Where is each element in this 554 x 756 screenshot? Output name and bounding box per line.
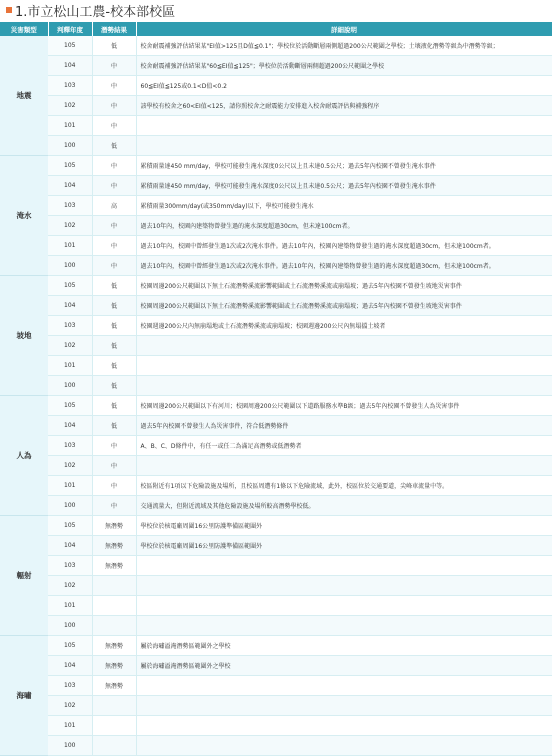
table-row	[0, 256, 552, 276]
year-cell: 101	[48, 116, 92, 136]
hazard-category: 輻射	[0, 516, 48, 636]
potential-cell: 中	[92, 56, 136, 76]
year-cell: 102	[48, 216, 92, 236]
header-potential: 潛勢結果	[92, 22, 136, 36]
year-cell: 100	[48, 256, 92, 276]
year-cell: 103	[48, 316, 92, 336]
year-cell: 103	[48, 676, 92, 696]
description-cell: 學校位於核電廠周圍16公里防護準備區範圍外	[136, 536, 552, 556]
table-row	[0, 576, 552, 596]
potential-cell: 低	[92, 276, 136, 296]
year-cell: 101	[48, 476, 92, 496]
potential-cell: 中	[92, 216, 136, 236]
year-cell: 102	[48, 576, 92, 596]
table-header-row	[0, 22, 552, 36]
hazard-category: 地震	[0, 36, 48, 156]
hazard-table	[0, 22, 553, 756]
year-cell: 100	[48, 376, 92, 396]
year-cell: 101	[48, 236, 92, 256]
potential-cell: 中	[92, 236, 136, 256]
table-row	[0, 536, 552, 556]
year-cell: 104	[48, 656, 92, 676]
description-cell: 校區附近有1項以下危險設施及場所，且校區周遭有1條以下危險流域，此外，校區位於交通要道，尖峰車流量中等。	[136, 476, 552, 496]
year-cell: 102	[48, 336, 92, 356]
potential-cell: 低	[92, 356, 136, 376]
potential-cell: 低	[92, 396, 136, 416]
description-cell	[136, 736, 552, 756]
table-row	[0, 116, 552, 136]
table-row	[0, 36, 552, 56]
bullet-icon	[6, 7, 12, 13]
description-cell: 過去10年內，校園內建築物曾發生過的淹水深度超過30cm，但未達100cm者。	[136, 216, 552, 236]
hazard-category: 淹水	[0, 156, 48, 276]
table-row	[0, 696, 552, 716]
potential-cell: 低	[92, 376, 136, 396]
potential-cell: 低	[92, 316, 136, 336]
year-cell: 105	[48, 276, 92, 296]
table-row	[0, 316, 552, 336]
description-cell: 60≦EI值≦125或0.1<D值<0.2	[136, 76, 552, 96]
description-cell: 學校位於核電廠周圍16公里防護準備區範圍外	[136, 516, 552, 536]
year-cell: 104	[48, 56, 92, 76]
potential-cell: 無潛勢	[92, 636, 136, 656]
description-cell	[136, 696, 552, 716]
table-body	[0, 36, 552, 756]
table-row	[0, 376, 552, 396]
table-row	[0, 516, 552, 536]
description-cell: A、B、C、D條件中，有任一或任二為滿足高潛勢或低潛勢者	[136, 436, 552, 456]
hazard-category: 坡地	[0, 276, 48, 396]
potential-cell: 中	[92, 76, 136, 96]
table-row	[0, 616, 552, 636]
description-cell	[136, 556, 552, 576]
year-cell: 104	[48, 536, 92, 556]
table-row	[0, 456, 552, 476]
year-cell: 103	[48, 196, 92, 216]
year-cell: 105	[48, 156, 92, 176]
potential-cell	[92, 696, 136, 716]
year-cell: 101	[48, 356, 92, 376]
table-row	[0, 416, 552, 436]
potential-cell: 中	[92, 156, 136, 176]
description-cell: 累積雨量達450 mm/day，學校可能發生淹水深度0公尺以上且未達0.5公尺；過去5年內校園不曾發生淹水事件	[136, 176, 552, 196]
description-cell: 屬於海嘯溢淹潛勢區範圍外之學校	[136, 656, 552, 676]
table-row	[0, 656, 552, 676]
hazard-category: 海嘯	[0, 636, 48, 756]
description-cell	[136, 616, 552, 636]
year-cell: 105	[48, 396, 92, 416]
description-cell: 校園周邊200公尺範圍以下無土石流潛勢溪流影響範圍或土石流潛勢溪流或崩塌坡；過去5年內校園不曾發生坡地災害事件	[136, 276, 552, 296]
potential-cell: 無潛勢	[92, 536, 136, 556]
description-cell: 屬於海嘯溢淹潛勢區範圍外之學校	[136, 636, 552, 656]
potential-cell: 中	[92, 456, 136, 476]
year-cell: 100	[48, 736, 92, 756]
description-cell	[136, 136, 552, 156]
year-cell: 103	[48, 76, 92, 96]
potential-cell: 無潛勢	[92, 556, 136, 576]
potential-cell: 無潛勢	[92, 516, 136, 536]
description-cell: 累積雨量達450 mm/day，學校可能發生淹水深度0公尺以上且未達0.5公尺；過去5年內校園不曾發生淹水事件	[136, 156, 552, 176]
hazard-table-wrap	[0, 22, 552, 756]
year-cell: 103	[48, 436, 92, 456]
header-year: 判釋年度	[48, 22, 92, 36]
year-cell: 102	[48, 696, 92, 716]
potential-cell: 低	[92, 36, 136, 56]
description-cell	[136, 676, 552, 696]
table-row	[0, 216, 552, 236]
table-row	[0, 396, 552, 416]
description-cell: 校園周邊200公尺範圍以下無土石流潛勢溪流影響範圍或土石流潛勢溪流或崩塌坡；過去5年內校園不曾發生坡地災害事件	[136, 296, 552, 316]
year-cell: 100	[48, 136, 92, 156]
description-cell: 校園周邊200公尺範圍以下有河川；校園周邊200公尺範圍以下道路服務水準B級；過去5年內校園不曾發生人為災害事件	[136, 396, 552, 416]
potential-cell: 中	[92, 176, 136, 196]
description-cell	[136, 576, 552, 596]
table-row	[0, 56, 552, 76]
year-cell: 102	[48, 456, 92, 476]
description-cell: 校園週邊200公尺內無崩塌地或土石流潛勢溪流或崩塌坡；校園週邊200公尺內無塌擋土坡者	[136, 316, 552, 336]
potential-cell: 高	[92, 196, 136, 216]
year-cell: 104	[48, 296, 92, 316]
page-title: 1.市立松山工農-校本部校區	[15, 4, 176, 20]
table-row	[0, 236, 552, 256]
potential-cell: 低	[92, 416, 136, 436]
table-row	[0, 556, 552, 576]
description-cell	[136, 336, 552, 356]
potential-cell: 中	[92, 116, 136, 136]
table-row	[0, 436, 552, 456]
year-cell: 103	[48, 556, 92, 576]
page-header	[0, 0, 554, 20]
table-row	[0, 356, 552, 376]
potential-cell: 中	[92, 436, 136, 456]
potential-cell: 低	[92, 136, 136, 156]
description-cell: 校舍耐震補強評估結果某"60≦EI值≦125"；學校位於活動斷層兩側超過200公尺範圍之學校	[136, 56, 552, 76]
description-cell	[136, 356, 552, 376]
header-hazard-type: 災害類型	[0, 22, 48, 36]
description-cell: 過去10年內，校園中曾經發生過1次或2次淹水事件。過去10年內，校園內建築物曾發生過的淹水深度超過30cm，但未達100cm者。	[136, 236, 552, 256]
year-cell: 105	[48, 36, 92, 56]
potential-cell: 中	[92, 96, 136, 116]
potential-cell	[92, 596, 136, 616]
description-cell: 累積雨量300mm/day(或350mm/day)以下，學校可能發生淹水	[136, 196, 552, 216]
potential-cell: 低	[92, 336, 136, 356]
table-row	[0, 676, 552, 696]
table-row	[0, 296, 552, 316]
potential-cell: 無潛勢	[92, 676, 136, 696]
potential-cell: 中	[92, 476, 136, 496]
description-cell: 交通流量大，但附近流域及其他危險設施及場所較高潛勢學校低。	[136, 496, 552, 516]
year-cell: 101	[48, 716, 92, 736]
year-cell: 101	[48, 596, 92, 616]
year-cell: 102	[48, 96, 92, 116]
year-cell: 104	[48, 416, 92, 436]
table-row	[0, 336, 552, 356]
description-cell: 該學校有校舍之60<EI值<125，請你照校舍之耐震能力安排進入校舍耐震評估與補強程序	[136, 96, 552, 116]
potential-cell: 低	[92, 296, 136, 316]
year-cell: 105	[48, 636, 92, 656]
year-cell: 105	[48, 516, 92, 536]
table-row	[0, 736, 552, 756]
table-row	[0, 176, 552, 196]
description-cell: 過去10年內，校園中曾經發生過1次或2次淹水事件。過去10年內，校園內建築物曾發生過的淹水深度超過30cm，但未達100cm者。	[136, 256, 552, 276]
potential-cell: 無潛勢	[92, 656, 136, 676]
description-cell	[136, 116, 552, 136]
year-cell: 100	[48, 616, 92, 636]
table-row	[0, 76, 552, 96]
table-row	[0, 476, 552, 496]
potential-cell: 中	[92, 256, 136, 276]
year-cell: 100	[48, 496, 92, 516]
description-cell: 校舍耐震補強評估結果某"EI值>125且D值≦0.1"；學校位於活動斷層兩側超過200公尺範圍之學校；土壤液化潛勢等級為中潛勢等級；	[136, 36, 552, 56]
description-cell	[136, 596, 552, 616]
table-row	[0, 136, 552, 156]
year-cell: 104	[48, 176, 92, 196]
description-cell	[136, 376, 552, 396]
table-row	[0, 276, 552, 296]
table-row	[0, 596, 552, 616]
header-description: 詳細說明	[136, 22, 552, 36]
table-row	[0, 96, 552, 116]
potential-cell	[92, 576, 136, 596]
potential-cell	[92, 616, 136, 636]
description-cell	[136, 456, 552, 476]
table-row	[0, 156, 552, 176]
table-row	[0, 496, 552, 516]
hazard-category: 人為	[0, 396, 48, 516]
table-row	[0, 636, 552, 656]
potential-cell: 中	[92, 496, 136, 516]
potential-cell	[92, 736, 136, 756]
description-cell: 過去5年內校園不曾發生人為災害事件，符合低潛勢條件	[136, 416, 552, 436]
table-row	[0, 196, 552, 216]
